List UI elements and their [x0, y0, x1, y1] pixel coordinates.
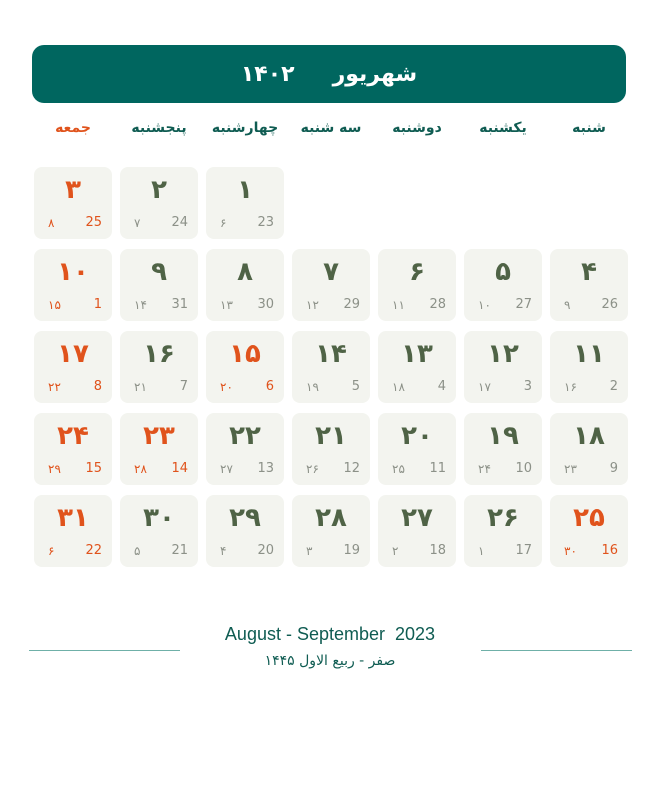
day-number: ۲۶ — [487, 503, 519, 533]
day-number: ۲ — [151, 175, 167, 205]
day-cell[interactable] — [120, 495, 198, 567]
day-cell[interactable] — [206, 495, 284, 567]
hijri-date: ۸ — [48, 216, 55, 230]
weekday-tuesday: سه شنبه — [300, 120, 362, 136]
day-cell[interactable] — [464, 495, 542, 567]
day-cell[interactable] — [464, 413, 542, 485]
gregorian-date: 20 — [257, 543, 274, 558]
day-cell[interactable] — [292, 413, 370, 485]
day-number: ۹ — [151, 257, 167, 287]
day-cell[interactable] — [292, 495, 370, 567]
hijri-date: ۳ — [306, 544, 313, 558]
gregorian-date: 6 — [265, 379, 274, 394]
hijri-date: ۱۷ — [478, 380, 491, 394]
hijri-date: ۱۵ — [48, 298, 61, 312]
hijri-date: ۲۶ — [306, 462, 319, 476]
day-cell[interactable] — [34, 249, 112, 321]
day-number: ۲۱ — [315, 421, 347, 451]
day-cell[interactable] — [34, 495, 112, 567]
day-number: ۳۱ — [57, 503, 89, 533]
day-number: ۱۹ — [487, 421, 519, 451]
day-cell[interactable] — [206, 331, 284, 403]
day-cell[interactable] — [464, 249, 542, 321]
footer-divider-left — [29, 650, 180, 651]
day-cell[interactable] — [550, 249, 628, 321]
day-number: ۲۲ — [229, 421, 261, 451]
gregorian-date: 25 — [85, 215, 102, 230]
day-number: ۲۵ — [573, 503, 605, 533]
day-cell[interactable] — [206, 167, 284, 239]
gregorian-date: 16 — [601, 543, 618, 558]
gregorian-date: 29 — [343, 297, 360, 312]
gregorian-date: 5 — [351, 379, 360, 394]
hijri-date: ۱۶ — [564, 380, 577, 394]
day-number: ۱۶ — [143, 339, 175, 369]
header-month: شهریور — [332, 61, 418, 87]
hijri-date: ۹ — [564, 298, 571, 312]
day-cell[interactable] — [34, 167, 112, 239]
gregorian-date: 21 — [171, 543, 188, 558]
day-cell[interactable] — [120, 331, 198, 403]
hijri-date: ۱۱ — [392, 298, 405, 312]
weekday-wednesday: چهارشنبه — [211, 120, 279, 136]
gregorian-date: 1 — [93, 297, 102, 312]
footer-divider-right — [481, 650, 632, 651]
day-number: ۳ — [65, 175, 81, 205]
hijri-date: ۲۵ — [392, 462, 405, 476]
day-number: ۲۳ — [143, 421, 175, 451]
gregorian-date: 26 — [601, 297, 618, 312]
hijri-date: ۱۳ — [220, 298, 233, 312]
day-number: ۳۰ — [143, 503, 175, 533]
gregorian-date: 30 — [257, 297, 274, 312]
hijri-date: ۲۱ — [134, 380, 147, 394]
hijri-date: ۲۲ — [48, 380, 61, 394]
day-number: ۸ — [237, 257, 253, 287]
gregorian-date: 19 — [343, 543, 360, 558]
hijri-date: ۵ — [134, 544, 141, 558]
day-cell[interactable] — [378, 413, 456, 485]
gregorian-date: 17 — [515, 543, 532, 558]
day-cell[interactable] — [378, 495, 456, 567]
gregorian-date: 23 — [257, 215, 274, 230]
day-number: ۲۰ — [401, 421, 433, 451]
day-number: ۱۱ — [573, 339, 605, 369]
day-cell[interactable] — [34, 413, 112, 485]
day-number: ۲۸ — [315, 503, 347, 533]
weekday-saturday: شنبه — [572, 120, 606, 136]
gregorian-date: 9 — [609, 461, 618, 476]
hijri-date: ۲۹ — [48, 462, 61, 476]
gregorian-date: 3 — [523, 379, 532, 394]
day-cell[interactable] — [120, 249, 198, 321]
day-number: ۵ — [495, 257, 511, 287]
gregorian-date: 24 — [171, 215, 188, 230]
day-number: ۶ — [409, 257, 425, 287]
hijri-date: ۶ — [220, 216, 227, 230]
hijri-date: ۲۳ — [564, 462, 577, 476]
gregorian-date: 27 — [515, 297, 532, 312]
weekday-thursday: پنجشنبه — [131, 120, 187, 136]
day-number: ۴ — [581, 257, 597, 287]
day-cell[interactable] — [34, 331, 112, 403]
day-number: ۷ — [323, 257, 339, 287]
gregorian-date: 14 — [171, 461, 188, 476]
hijri-date: ۱ — [478, 544, 485, 558]
footer-gregorian-months: August - September 2023 — [224, 624, 436, 644]
hijri-date: ۲۷ — [220, 462, 233, 476]
hijri-date: ۷ — [134, 216, 141, 230]
gregorian-date: 31 — [171, 297, 188, 312]
day-cell[interactable] — [550, 495, 628, 567]
day-cell[interactable] — [206, 413, 284, 485]
gregorian-date: 8 — [93, 379, 102, 394]
day-cell[interactable] — [550, 413, 628, 485]
gregorian-date: 11 — [429, 461, 446, 476]
hijri-date: ۳۰ — [564, 544, 577, 558]
day-number: ۱۰ — [57, 257, 89, 287]
gregorian-date: 10 — [515, 461, 532, 476]
day-number: ۱ — [237, 175, 253, 205]
gregorian-date: 18 — [429, 543, 446, 558]
gregorian-date: 12 — [343, 461, 360, 476]
day-number: ۱۳ — [401, 339, 433, 369]
hijri-date: ۲۴ — [478, 462, 491, 476]
day-number: ۱۴ — [315, 339, 347, 369]
hijri-date: ۲ — [392, 544, 399, 558]
day-cell[interactable] — [292, 249, 370, 321]
day-number: ۱۲ — [487, 339, 519, 369]
hijri-date: ۱۲ — [306, 298, 319, 312]
day-number: ۲۴ — [57, 421, 89, 451]
day-cell[interactable] — [464, 331, 542, 403]
day-number: ۲۹ — [229, 503, 261, 533]
hijri-date: ۱۰ — [478, 298, 491, 312]
hijri-date: ۱۸ — [392, 380, 405, 394]
day-cell[interactable] — [120, 167, 198, 239]
day-number: ۱۷ — [57, 339, 89, 369]
day-cell[interactable] — [206, 249, 284, 321]
day-number: ۲۷ — [401, 503, 433, 533]
hijri-date: ۱۴ — [134, 298, 147, 312]
gregorian-date: 15 — [85, 461, 102, 476]
day-number: ۱۵ — [229, 339, 261, 369]
gregorian-date: 13 — [257, 461, 274, 476]
day-cell[interactable] — [378, 249, 456, 321]
header-year: ۱۴۰۲ — [240, 61, 295, 87]
day-cell[interactable] — [378, 331, 456, 403]
gregorian-date: 28 — [429, 297, 446, 312]
gregorian-date: 22 — [85, 543, 102, 558]
weekday-monday: دوشنبه — [392, 120, 442, 136]
gregorian-date: 2 — [609, 379, 618, 394]
hijri-date: ۲۰ — [220, 380, 233, 394]
hijri-date: ۶ — [48, 544, 55, 558]
gregorian-date: 7 — [179, 379, 188, 394]
day-cell[interactable] — [120, 413, 198, 485]
hijri-date: ۲۸ — [134, 462, 147, 476]
hijri-date: ۱۹ — [306, 380, 319, 394]
day-number: ۱۸ — [573, 421, 605, 451]
day-cell[interactable] — [550, 331, 628, 403]
day-cell[interactable] — [292, 331, 370, 403]
hijri-date: ۴ — [220, 544, 227, 558]
gregorian-date: 4 — [437, 379, 446, 394]
weekday-sunday: یکشنبه — [479, 120, 527, 136]
footer-hijri-months: صفر - ربیع الاول ۱۴۴۵ — [264, 653, 396, 669]
weekday-friday: جمعه — [55, 120, 91, 136]
